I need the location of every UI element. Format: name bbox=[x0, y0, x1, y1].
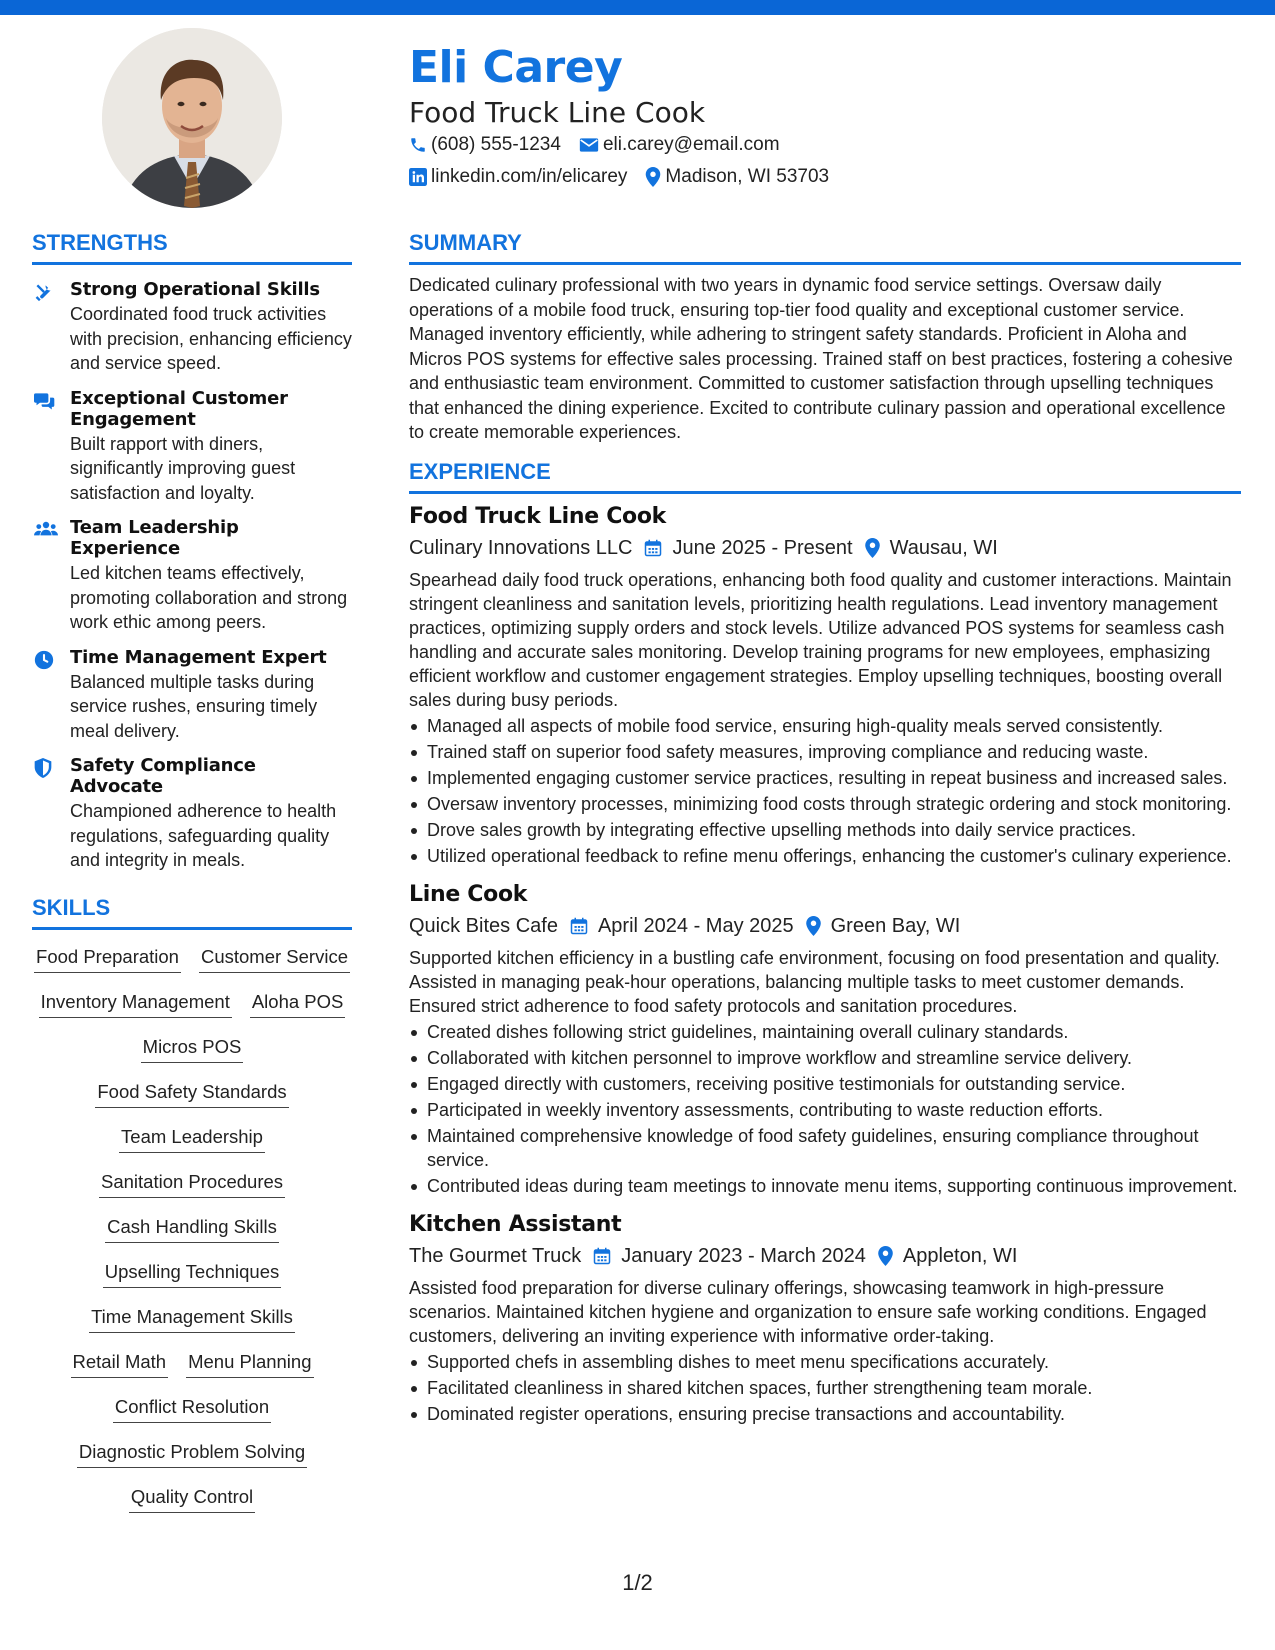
skill-tag: Sanitation Procedures bbox=[99, 1165, 285, 1198]
strength-item bbox=[32, 755, 352, 873]
contact-email[interactable] bbox=[579, 134, 780, 156]
left-column bbox=[32, 230, 352, 1525]
strength-title: Strong Operational Skills bbox=[70, 279, 320, 300]
skill-tag: Quality Control bbox=[129, 1480, 255, 1513]
strength-title: Team Leadership Experience bbox=[70, 517, 239, 559]
skill-tag: Cash Handling Skills bbox=[105, 1210, 279, 1243]
job-bullets bbox=[409, 714, 1241, 868]
contact-linkedin[interactable] bbox=[409, 166, 627, 188]
skill-tag: Customer Service bbox=[199, 940, 350, 973]
bullet-item: Engaged directly with customers, receiving positive testimonials for outstanding service. bbox=[409, 1072, 1241, 1096]
phone-text: (608) 555-1234 bbox=[431, 134, 561, 155]
strength-desc: Championed adherence to health regulations, safeguarding quality and integrity in meals. bbox=[70, 801, 337, 870]
bullet-item: Facilitated cleanliness in shared kitchen spaces, further strengthening team morale. bbox=[409, 1376, 1241, 1400]
strength-item bbox=[32, 517, 352, 635]
strength-item bbox=[32, 279, 352, 376]
map-pin-icon bbox=[806, 916, 821, 936]
summary-text: Dedicated culinary professional with two years in dynamic food service settings. Oversaw daily operations of a mobile food truck, ensuring top-tier food quality and exceptional customer service. Managed inventory efficiently, while adhering to stringent safety standards. Proficient in Aloha and Micros POS systems for effective sales processing. Trained staff on best practices, fostering a cohesive and enthusiastic team environment. Committed to customer satisfaction through upselling techniques that enhanced the dining experience. Excited to contribute culinary passion and operational excellence to create memorable experiences. bbox=[409, 275, 1233, 442]
contact-phone[interactable] bbox=[409, 134, 561, 156]
map-pin-icon bbox=[878, 1246, 893, 1266]
strength-item bbox=[32, 647, 352, 744]
job-dates: April 2024 - May 2025 bbox=[597, 914, 794, 937]
job-title: Kitchen Assistant bbox=[409, 1211, 622, 1237]
bullet-item: Created dishes following strict guidelines, maintaining overall culinary standards. bbox=[409, 1020, 1241, 1044]
job-meta bbox=[409, 915, 1241, 938]
job-meta bbox=[409, 537, 1241, 560]
strength-title: Exceptional Customer Engagement bbox=[70, 387, 288, 430]
job-company: Culinary Innovations LLC bbox=[409, 536, 633, 559]
map-pin-icon bbox=[645, 167, 661, 187]
skill-tag: Diagnostic Problem Solving bbox=[77, 1435, 307, 1468]
skill-tag: Retail Math bbox=[71, 1345, 169, 1378]
candidate-name: Eli Carey bbox=[409, 42, 623, 93]
page-number: 1/2 bbox=[622, 1570, 653, 1595]
job-location: Green Bay, WI bbox=[830, 914, 961, 937]
clock-icon bbox=[34, 650, 54, 670]
job-location: Appleton, WI bbox=[902, 1244, 1018, 1267]
skill-tag: Team Leadership bbox=[119, 1120, 265, 1153]
skills-heading: SKILLS bbox=[32, 895, 352, 930]
job-description: Spearhead daily food truck operations, enhancing both food quality and customer interactions. Maintain stringent cleanliness and sanitation levels, prioritizing health regulations. Lead inventory management practices, optimizing supply orders and stock levels. Utilize advanced POS systems for seamless cash handling and accurate sales monitoring. Develop training programs for new employees, emphasizing efficient workflow and customer engagement strategies. Employ upselling techniques, boosting overall sales during busy periods. bbox=[409, 569, 1232, 710]
skill-tag: Micros POS bbox=[141, 1030, 244, 1063]
top-accent-bar bbox=[0, 0, 1275, 15]
bullet-item: Participated in weekly inventory assessments, contributing to waste reduction efforts. bbox=[409, 1098, 1241, 1122]
summary-heading: SUMMARY bbox=[409, 230, 1241, 265]
strength-item bbox=[32, 388, 352, 506]
job-bullets bbox=[409, 1020, 1241, 1198]
skill-tag: Aloha POS bbox=[250, 985, 346, 1018]
strength-title: Safety Compliance Advocate bbox=[70, 755, 256, 797]
strength-desc: Built rapport with diners, significantly improving guest satisfaction and loyalty. bbox=[70, 433, 296, 503]
job-description: Assisted food preparation for diverse culinary offerings, showcasing teamwork in high-pressure scenarios. Maintained kitchen hygiene and organization to ensure safe working conditions. Engaged customers, delivering an inviting experience with informative order-taking. bbox=[409, 1277, 1207, 1346]
skill-tag: Food Preparation bbox=[34, 940, 181, 973]
linkedin-icon bbox=[409, 168, 427, 186]
bullet-item: Contributed ideas during team meetings to innovate menu items, supporting continuous improvement. bbox=[409, 1174, 1241, 1198]
bullet-item: Drove sales growth by integrating effective upselling methods into daily service practices. bbox=[409, 818, 1241, 842]
job-dates: June 2025 - Present bbox=[672, 536, 853, 559]
job-location: Wausau, WI bbox=[889, 536, 998, 559]
calendar-icon bbox=[644, 539, 662, 557]
chat-bubbles-icon bbox=[34, 391, 56, 411]
skills-list bbox=[32, 940, 352, 1525]
map-pin-icon bbox=[865, 538, 880, 558]
skill-tag: Menu Planning bbox=[186, 1345, 313, 1378]
bullet-item: Dominated register operations, ensuring precise transactions and accountability. bbox=[409, 1402, 1241, 1426]
skill-tag: Time Management Skills bbox=[89, 1300, 295, 1333]
contact-row-2 bbox=[409, 166, 847, 188]
job-bullets bbox=[409, 1350, 1241, 1426]
tools-icon bbox=[34, 282, 54, 302]
contact-row-1 bbox=[409, 134, 798, 156]
skill-tag: Inventory Management bbox=[39, 985, 232, 1018]
right-column bbox=[409, 230, 1241, 1428]
strength-title: Time Management Expert bbox=[70, 646, 327, 668]
job-dates: January 2023 - March 2024 bbox=[621, 1244, 866, 1267]
strengths-heading: STRENGTHS bbox=[32, 230, 352, 265]
job-entry bbox=[409, 1212, 1241, 1426]
bullet-item: Utilized operational feedback to refine menu offerings, enhancing the customer's culinary experience. bbox=[409, 844, 1241, 868]
candidate-title: Food Truck Line Cook bbox=[409, 96, 706, 129]
bullet-item: Oversaw inventory processes, minimizing food costs through strategic ordering and stock monitoring. bbox=[409, 792, 1241, 816]
calendar-icon bbox=[593, 1247, 611, 1265]
job-entry bbox=[409, 504, 1241, 868]
strength-desc: Balanced multiple tasks during service rushes, ensuring timely meal delivery. bbox=[70, 671, 318, 741]
bullet-item: Collaborated with kitchen personnel to improve workflow and streamline service delivery. bbox=[409, 1046, 1241, 1070]
bullet-item: Maintained comprehensive knowledge of food safety guidelines, ensuring compliance throughout service. bbox=[409, 1124, 1241, 1172]
job-company: Quick Bites Cafe bbox=[409, 914, 558, 937]
shield-icon bbox=[34, 758, 52, 778]
job-meta bbox=[409, 1245, 1241, 1268]
users-icon bbox=[34, 520, 58, 538]
job-entry bbox=[409, 882, 1241, 1198]
phone-icon bbox=[409, 136, 427, 154]
skill-tag: Upselling Techniques bbox=[103, 1255, 282, 1288]
strength-desc: Led kitchen teams effectively, promoting collaboration and strong work ethic among peers. bbox=[70, 563, 348, 632]
calendar-icon bbox=[570, 917, 588, 935]
experience-heading: EXPERIENCE bbox=[409, 459, 1241, 494]
linkedin-text: linkedin.com/in/elicarey bbox=[431, 166, 628, 187]
skill-tag: Conflict Resolution bbox=[113, 1390, 271, 1423]
bullet-item: Trained staff on superior food safety measures, improving compliance and reducing waste. bbox=[409, 740, 1241, 764]
location-text: Madison, WI 53703 bbox=[665, 166, 830, 187]
job-title: Food Truck Line Cook bbox=[409, 503, 667, 529]
profile-photo bbox=[102, 28, 282, 208]
job-company: The Gourmet Truck bbox=[409, 1244, 582, 1267]
strength-desc: Coordinated food truck activities with precision, enhancing efficiency and service speed. bbox=[70, 304, 352, 373]
job-title: Line Cook bbox=[409, 881, 528, 907]
email-text: eli.carey@email.com bbox=[602, 134, 780, 155]
job-description: Supported kitchen efficiency in a bustling cafe environment, focusing on food presentation and quality. Assisted in managing peak-hour operations, balancing multiple tasks to meet customer demands. Ensured strict adherence to food safety protocols and sanitation procedures. bbox=[409, 947, 1220, 1016]
bullet-item: Implemented engaging customer service practices, resulting in repeat business and increased sales. bbox=[409, 766, 1241, 790]
contact-location bbox=[645, 166, 829, 188]
bullet-item: Managed all aspects of mobile food service, ensuring high-quality meals served consistently. bbox=[409, 714, 1241, 738]
bullet-item: Supported chefs in assembling dishes to meet menu specifications accurately. bbox=[409, 1350, 1241, 1374]
skill-tag: Food Safety Standards bbox=[95, 1075, 288, 1108]
envelope-icon bbox=[579, 136, 599, 154]
